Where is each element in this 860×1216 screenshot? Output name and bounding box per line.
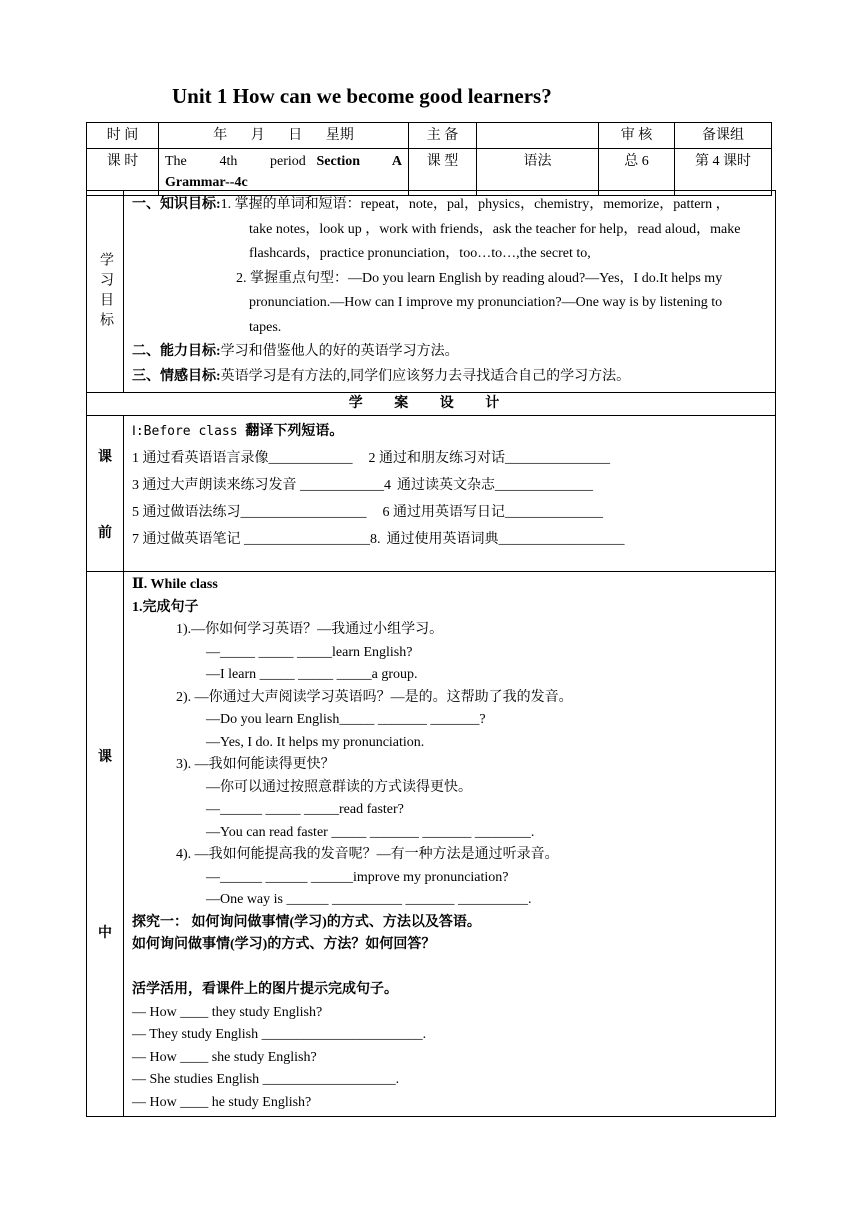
lesson-value: 第 4 课时	[675, 149, 772, 196]
section-cont: Grammar--4c	[165, 175, 248, 190]
period-label: 课 时	[87, 149, 159, 196]
period-line	[165, 151, 402, 172]
k2-line-3: tapes.	[249, 319, 282, 335]
practice-heading: 活学活用，看课件上的图片提示完成句子。	[132, 982, 398, 997]
period-value	[159, 149, 409, 196]
period-prefix: The 4th period	[165, 154, 306, 169]
design-title: 学 案 设 计	[87, 393, 776, 416]
before-item: 通过读英文杂志______________	[397, 478, 593, 493]
before-item: 7 通过做英语笔记 __________________8.	[132, 532, 381, 547]
spacer	[132, 957, 767, 980]
objectives-cell	[124, 191, 776, 393]
explore-text: 如何询问做事情(学习)的方式、方法以及答语。	[188, 914, 481, 930]
practice-line-3: — How ____ she study English?	[132, 1049, 317, 1065]
before-item: 1 通过看英语语言录像____________	[132, 451, 353, 466]
practice-line-2: — They study English _______________________.	[132, 1027, 427, 1042]
owner-label: 主 备	[409, 123, 477, 149]
type-label: 课 型	[409, 149, 477, 196]
q4-b: —One way is ______ __________ _______ __________.	[206, 892, 532, 907]
header-table	[86, 122, 772, 196]
owner-value	[477, 123, 599, 149]
k1-line-3: flashcards，practice pronunciation，too…to…,the secret to,	[249, 246, 591, 261]
before-side-top: 课	[98, 449, 112, 465]
main-table	[86, 190, 776, 1117]
q3-a: —______ _____ _____read faster?	[206, 802, 404, 817]
before-heading: 翻译下列短语。	[245, 424, 344, 439]
before-item: 2 通过和朋友练习对话_______________	[368, 451, 610, 466]
k2-line-2: pronunciation.—How can I improve my pronunciation?—One way is by listening to	[249, 295, 723, 310]
q2-b: —Yes, I do. It helps my pronunciation.	[206, 734, 425, 750]
time-label: 时 间	[87, 123, 159, 149]
before-item-row-3	[132, 499, 767, 526]
while-class-side	[87, 572, 124, 1117]
date-field: 年 月 日 星期	[159, 123, 409, 149]
while-heading: Ⅱ. While class	[132, 577, 218, 592]
before-item-row-4	[132, 526, 767, 553]
k1-line-2: take notes，look up ，work with friends，ask the teacher for help，read aloud，make	[249, 221, 741, 237]
explore-question: 如何询问做事情(学习)的方式、方法？如何回答？	[132, 937, 436, 952]
objectives-side-label: 学习目标	[98, 251, 113, 332]
before-item: 5 通过做语法练习__________________	[132, 505, 367, 520]
emotion-text: 英语学习是有方法的,同学们应该努力去寻找适合自己的学习方法。	[220, 368, 631, 384]
q4-a: —______ ______ ______improve my pronunciation?	[206, 869, 509, 885]
q2-a: —Do you learn English_____ _______ _______?	[206, 712, 486, 727]
practice-line-4: — She studies English ___________________.	[132, 1072, 400, 1087]
q4-cn: 4). —我如何能提高我的发音呢？—有一种方法是通过听录音。	[176, 847, 559, 862]
k2-line-1: 2. 掌握重点句型：—Do you learn English by reading aloud?—Yes，I do.It helps my	[236, 270, 723, 286]
before-item-row-2	[132, 472, 767, 499]
before-class-cell	[124, 416, 776, 572]
review-label: 审 核	[599, 123, 675, 149]
q1-cn: 1).—你如何学习英语？—我通过小组学习。	[176, 622, 444, 637]
header-row-1	[87, 123, 772, 149]
q3-b: —You can read faster _____ _______ _______ ________.	[206, 824, 535, 840]
total-value: 总 6	[599, 149, 675, 196]
objectives-side	[87, 191, 124, 393]
knowledge-label: 一、知识目标:	[132, 197, 221, 212]
ability-label: 二、能力目标:	[132, 344, 221, 359]
before-side-bottom: 前	[98, 525, 112, 541]
q2-cn: 2). —你通过大声阅读学习英语吗？—是的。这帮助了我的发音。	[176, 689, 573, 705]
before-item: 6 通过用英语写日记______________	[382, 505, 603, 520]
q1-b: —I learn _____ _____ _____a group.	[206, 667, 418, 682]
while-class-cell	[124, 572, 776, 1117]
section-label: Section A	[316, 154, 402, 169]
type-value: 语法	[477, 149, 599, 196]
ability-text: 学习和借鉴他人的好的英语学习方法。	[220, 344, 459, 359]
while-sub1: 1.完成句子	[132, 599, 199, 615]
before-item: 3 通过大声朗读来练习发音 ____________4	[132, 478, 391, 493]
before-class-side	[87, 416, 124, 572]
before-class-row	[87, 416, 776, 572]
while-side-bottom: 中	[98, 926, 112, 941]
header-row-2	[87, 149, 772, 196]
before-item: 通过使用英语词典__________________	[386, 532, 625, 547]
before-heading-prefix: Ⅰ:Before class	[132, 424, 246, 439]
q1-a: —_____ _____ _____learn English?	[206, 644, 413, 660]
before-item-row-1	[132, 445, 767, 472]
design-row	[87, 393, 776, 416]
page-title: Unit 1 How can we become good learners?	[172, 84, 552, 108]
q3-cn2: —你可以通过按照意群读的方式读得更快。	[206, 779, 472, 795]
practice-line-5: — How ____ he study English?	[132, 1094, 312, 1110]
k1-line-1: 1. 掌握的单词和短语：repeat，note，pal，physics，chemistry，memorize，pattern ，	[220, 197, 730, 212]
while-side-top: 课	[98, 750, 112, 765]
practice-line-1: — How ____ they study English?	[132, 1004, 323, 1020]
review-value: 备课组	[675, 123, 772, 149]
objectives-row	[87, 191, 776, 393]
explore-label: 探究一：	[132, 914, 188, 930]
while-class-row	[87, 572, 776, 1117]
emotion-label: 三、情感目标:	[132, 368, 221, 384]
q3-cn: 3). —我如何能读得更快？	[176, 757, 335, 772]
